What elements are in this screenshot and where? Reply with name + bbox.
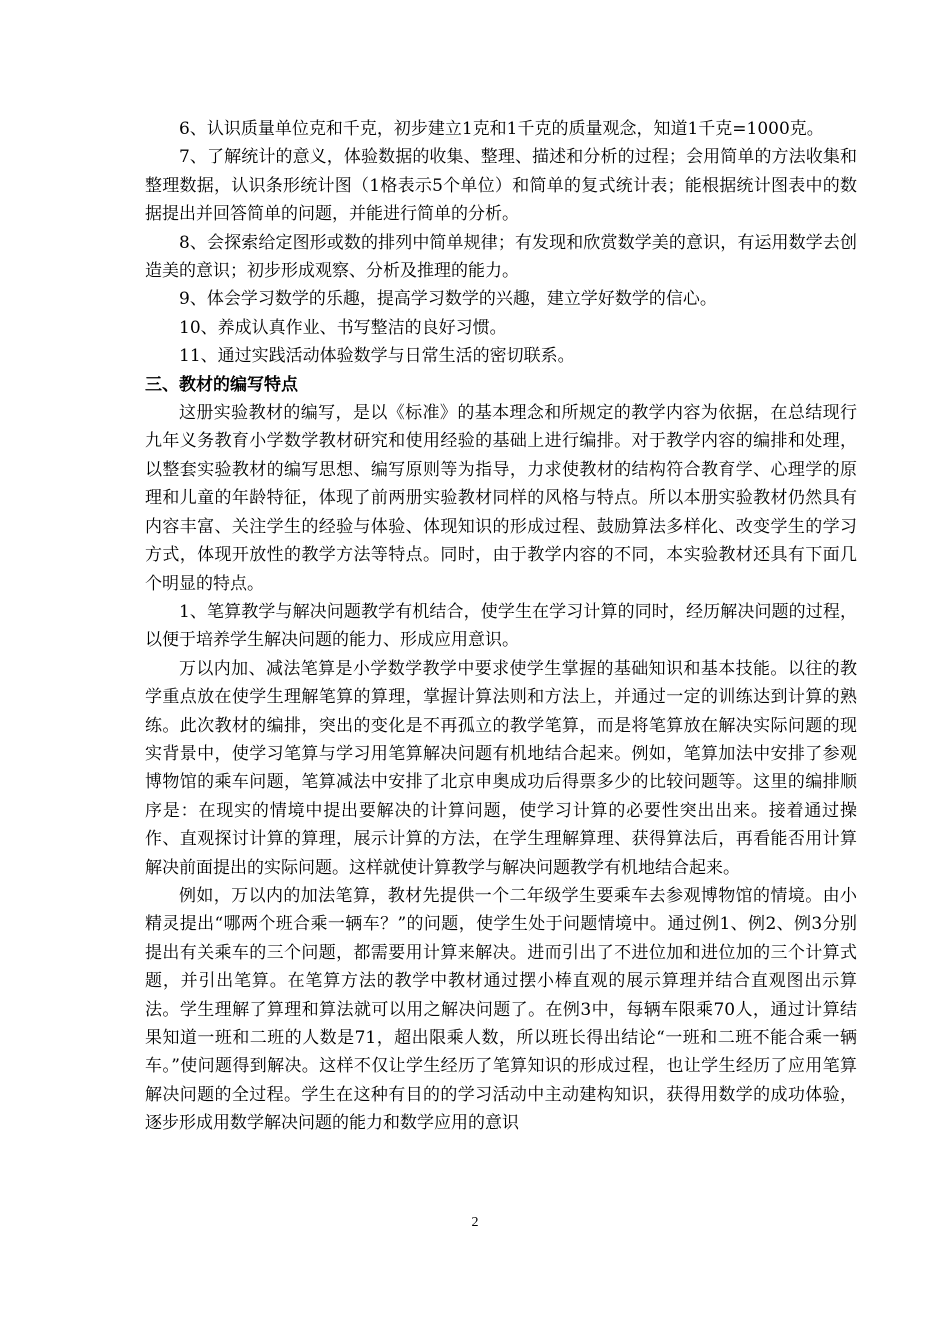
paragraph-intro: 这册实验教材的编写，是以《标准》的基本理念和所规定的教学内容为依据，在总结现行九年义务教育小学数学教材研究和使用经验的基础上进行编排。对于教学内容的编排和处理，以整套实验教材的编写思想、编写原则等为指导，力求使教材的结构符合教育学、心理学的原理和儿童的年龄特征，体现了前两册实验教材同样的风格与特点。所以本册实验教材仍然具有内容丰富、关注学生的经验与体验、体现知识的形成过程、鼓励算法多样化、改变学生的学习方式，体现开放性的教学方法等特点。同时，由于教学内容的不同，本实验教材还具有下面几个明显的特点。 (145, 403, 857, 594)
paragraph-written-calculation: 万以内加、减法笔算是小学数学教学中要求使学生掌握的基础知识和基本技能。以往的教学重点放在使学生理解笔算的算理，掌握计算法则和方法上，并通过一定的训练达到计算的熟练。此次教材的编排，突出的变化是不再孤立的教学笔算，而是将笔算放在解决实际问题的现实背景中，使学习笔算与学习用笔算解决问题有机地结合起来。例如，笔算加法中安排了参观博物馆的乘车问题，笔算减法中安排了北京申奥成功后得票多少的比较问题等。这里的编排顺序是：在现实的情境中提出要解决的计算问题，使学习计算的必要性突出出来。接着通过操作、直观探讨计算的算理，展示计算的方法，在学生理解算理、获得算法后，再看能否用计算解决前面提出的实际问题。这样就使计算教学与解决问题教学有机地结合起来。 (145, 658, 857, 878)
paragraph-goal-9: 9、体会学习数学的乐趣，提高学习数学的兴趣，建立学好数学的信心。 (179, 289, 717, 310)
paragraph-goal-6: 6、认识质量单位克和千克，初步建立1克和1千克的质量观念，知道1千克=1000克。 (179, 119, 824, 139)
paragraph-goal-7: 7、了解统计的意义，体验数据的收集、整理、描述和分析的过程；会用简单的方法收集和整理数据，认识条形统计图（1格表示5个单位）和简单的复式统计表；能根据统计图表中的数据提出并回答简单的问题，并能进行简单的分析。 (145, 147, 857, 225)
paragraph-example: 例如，万以内的加法笔算，教材先提供一个二年级学生要乘车去参观博物馆的情境。由小精灵提出“哪两个班合乘一辆车？”的问题，使学生处于问题情境中。通过例1、例2、例3分别提出有关乘车的三个问题，都需要用计算来解决。进而引出了不进位加和进位加的三个计算式题，并引出笔算。在笔算方法的教学中教材通过摆小棒直观的展示算理并结合直观图出示算法。学生理解了算理和算法就可以用之解决问题了。在例3中，每辆车限乘70人，通过计算结果知道一班和二班的人数是71，超出限乘人数，所以班长得出结论“一班和二班不能合乘一辆车。”使问题得到解决。这样不仅让学生经历了笔算知识的形成过程，也让学生经历了应用笔算解决问题的全过程。学生在这种有目的的学习活动中主动建构知识，获得用数学的成功体验，逐步形成用数学解决问题的能力和数学应用的意识 (145, 885, 857, 1134)
section-heading: 三、教材的编写特点 (145, 374, 298, 395)
paragraph-goal-10: 10、养成认真作业、书写整洁的良好习惯。 (179, 317, 507, 338)
paragraph-goal-11: 11、通过实践活动体验数学与日常生活的密切联系。 (179, 346, 575, 367)
document-page (145, 115, 857, 1138)
paragraph-feature-1: 1、笔算教学与解决问题教学有机结合，使学生在学习计算的同时，经历解决问题的过程，以便于培养学生解决问题的能力、形成应用意识。 (145, 601, 857, 651)
paragraph-goal-8: 8、会探索给定图形或数的排列中简单规律；有发现和欣赏数学美的意识，有运用数学去创造美的意识；初步形成观察、分析及推理的能力。 (145, 232, 857, 282)
page-number: 2 (471, 1215, 479, 1230)
